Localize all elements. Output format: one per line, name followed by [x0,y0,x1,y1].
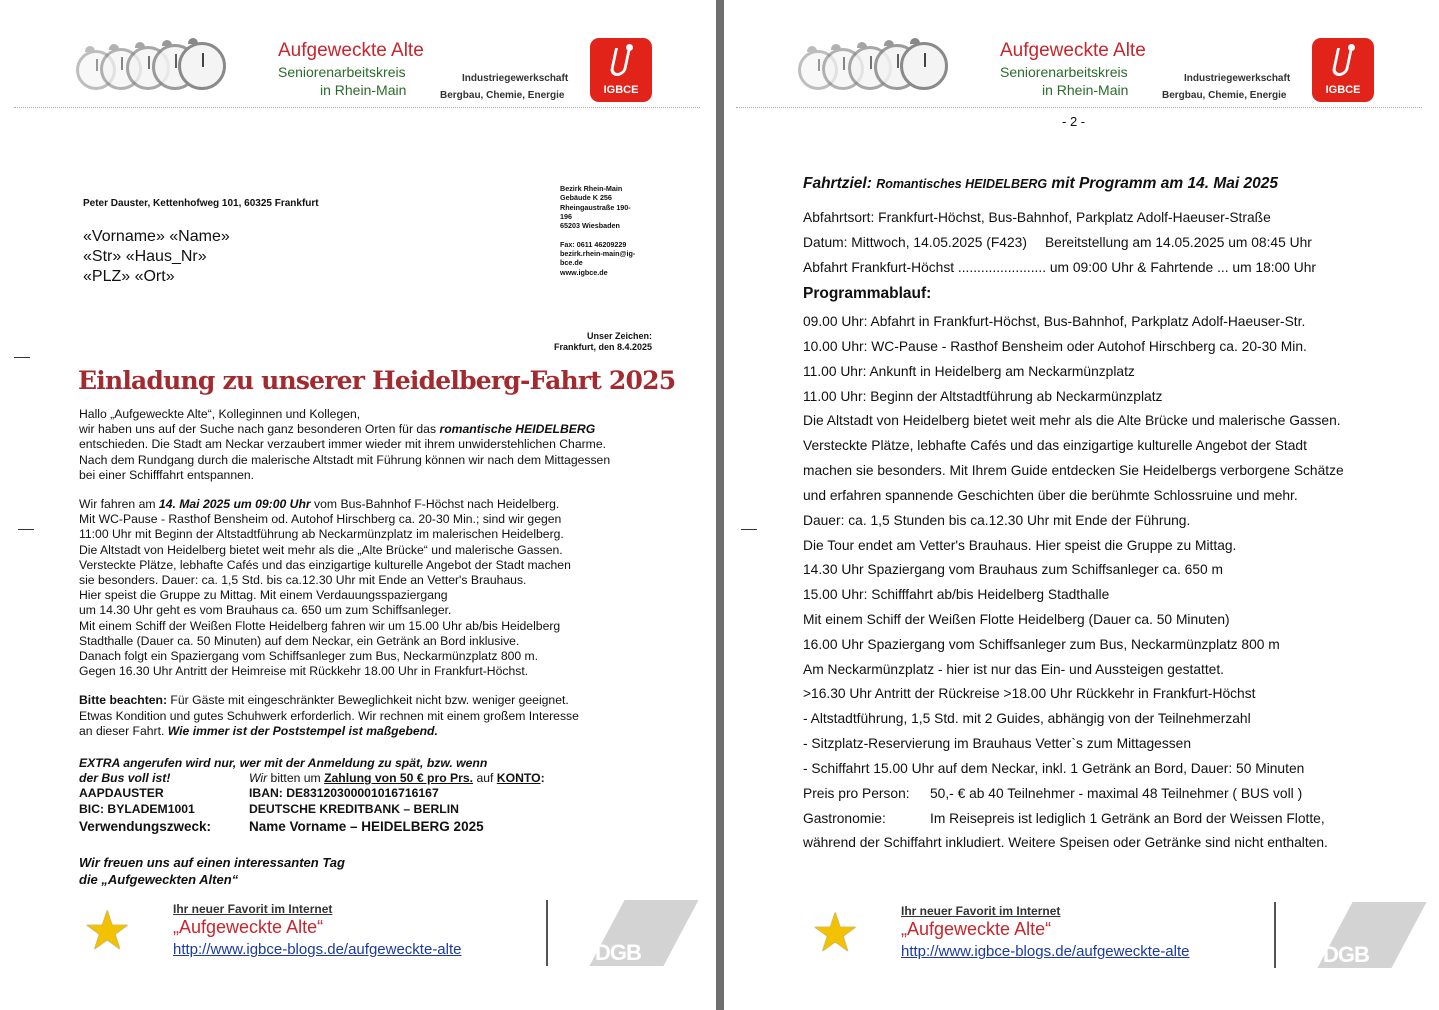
payment-block: EXTRA angerufen wird nur, wer mit der Anmeldung zu spät, bzw. wenn der Bus voll ist! Wir bitten um Zahlung von 50 € pro Prs. auf KONTO: AAPDAUSTER IBAN: DE83120300001016716167 BIC: BYLADEM1001 DEUTSCHE KREDITBANK – BERLIN Verwendungszweck: Name Vorname – HEIDELBERG 2025 [79,756,545,834]
footer-tagline: Ihr neuer Favorit im Internet [173,902,333,916]
union-name-line2: Bergbau, Chemie, Energie [1162,90,1287,101]
address-line: «PLZ» «Ort» [83,268,175,285]
divider [1274,902,1276,968]
document-page-1 [0,0,716,1010]
brand-subtitle: Seniorenarbeitskreis [278,64,406,80]
union-name-line1: Industriegewerkschaft [462,73,569,84]
intro-paragraph: Hallo „Aufgeweckte Alte“, Kolleginnen und Kollegen, wir haben uns auf der Suche nach ganz besonderen Orten für das romantische HEIDELBERG entschieden. Die Stadt am Neckar verzaubert immer wieder mit ihrem unwiderstehlichen Charme. Nach dem Rundgang durch die malerische Altstadt mit Führung können wir nach dem Mittagessen bei einer Schifffahrt entspannen. [79,407,611,482]
departure-place: Abfahrtsort: Frankfurt-Höchst, Bus-Bahnhof, Parkplatz Adolf-Haeuser-Straße [803,210,1271,225]
gastronomy-line: Gastronomie: Im Reisepreis ist lediglich 1 Getränk an Bord der Weissen Flotte, [803,811,1325,826]
program-line: Die Altstadt von Heidelberg bietet weit mehr als die Alte Brücke und malerische Gassen. [803,413,1341,428]
date-line: Datum: Mittwoch, 14.05.2025 (F423) Bereitstellung am 14.05.2025 um 08:45 Uhr [803,235,1312,250]
igbce-logo: IGBCE [590,38,652,102]
dgb-logo: DGB [579,900,683,966]
divider [546,900,548,966]
program-line: Am Neckarmünzplatz - hier ist nur das Ein- und Aussteigen gestattet. [803,662,1225,677]
footer-banner [807,900,1417,966]
brand-region: in Rhein-Main [320,82,407,98]
fold-mark [18,529,34,530]
sender-line: Peter Dauster, Kettenhofweg 101, 60325 Frankfurt [83,198,319,209]
program-line: 15.00 Uhr: Schifffahrt ab/bis Heidelberg Stadthalle [803,587,1110,602]
star-icon: ★ [83,901,132,961]
brand-subtitle: Seniorenarbeitskreis [1000,64,1128,80]
program-line: Die Tour endet am Vetter's Brauhaus. Hier speist die Gruppe zu Mittag. [803,538,1237,553]
price-line: Preis pro Person: 50,- € ab 40 Teilnehmer - maximal 48 Teilnehmer ( BUS voll ) [803,786,1303,801]
program-line: 16.00 Uhr Spaziergang vom Schiffsanleger zum Bus, Neckarmünzplatz 800 m [803,637,1280,652]
destination-heading: Fahrtziel: Romantisches HEIDELBERG mit Programm am 14. Mai 2025 [803,175,1278,192]
program-line: Dauer: ca. 1,5 Stunden bis ca.12.30 Uhr mit Ende der Führung. [803,513,1191,528]
program-line: Mit einem Schiff der Weißen Flotte Heidelberg (Dauer ca. 50 Minuten) [803,612,1230,627]
program-line: Versteckte Plätze, lebhafte Cafés und das einzigartige kulturelle Angebot der Stadt [803,438,1307,453]
union-name-line2: Bergbau, Chemie, Energie [440,90,565,101]
program-line: >16.30 Uhr Antritt der Rückreise >18.00 Uhr Rückkehr in Frankfurt-Höchst [803,686,1256,701]
program-line: 10.00 Uhr: WC-Pause - Rasthof Bensheim oder Autohof Hirschberg ca. 20-30 Min. [803,339,1307,354]
brand-region: in Rhein-Main [1042,82,1129,98]
letter-title: Einladung zu unserer Heidelberg-Fahrt 2025 [78,366,676,395]
page-number: - 2 - [1062,114,1086,129]
document-page-2 [724,0,1439,1010]
dgb-logo: DGB [1307,902,1411,968]
gastronomy-line-2: während der Schiffahrt inkludiert. Weitere Speisen oder Getränke sind nicht enthalten. [803,835,1328,850]
program-heading: Programmablauf: [803,285,932,302]
program-line: 11.00 Uhr: Ankunft in Heidelberg am Neckarmünzplatz [803,364,1135,379]
union-name-line1: Industriegewerkschaft [1184,73,1291,84]
fold-mark [741,529,757,530]
brand-title: Aufgeweckte Alte [1000,40,1146,61]
program-line: - Schiffahrt 15.00 Uhr auf dem Neckar, inkl. 1 Getränk an Bord, Dauer: 50 Minuten [803,761,1305,776]
program-line: 09.00 Uhr: Abfahrt in Frankfurt-Höchst, Bus-Bahnhof, Parkplatz Adolf-Haeuser-Str. [803,314,1306,329]
address-line: «Vorname» «Name» [83,228,230,245]
letterhead [14,20,700,108]
alarm-clocks-logo [798,38,948,108]
program-line: machen sie besonders. Mit Ihrem Guide entdecken Sie Heidelbergs verborgene Schätze [803,463,1344,478]
reference-date-block: Unser Zeichen: Frankfurt, den 8.4.2025 [553,331,652,352]
igbce-logo: IGBCE [1312,38,1374,102]
star-icon: ★ [811,903,860,963]
footer-tagline: Ihr neuer Favorit im Internet [901,904,1061,918]
footer-blog-name: „Aufgeweckte Alte“ [901,919,1052,939]
brand-title: Aufgeweckte Alte [278,40,424,61]
closing-greeting: Wir freuen uns auf einen interessanten Tag die „Aufgeweckten Alten“ [79,855,345,887]
program-line: und erfahren spannende Geschichten über die berühmte Schlossruine und mehr. [803,488,1298,503]
letter-body [79,407,679,753]
note-paragraph: Bitte beachten: Für Gäste mit eingeschränkter Beweglichkeit nicht bzw. weniger geeignet. Etwas Kondition und gutes Schuhwerk erforderlich. Wir rechnen mit einem großem Interesse an dieser Fahrt. Wie immer ist der Poststempel ist maßgebend. [79,693,579,738]
program-line: 14.30 Uhr Spaziergang vom Brauhaus zum Schiffsanleger ca. 650 m [803,562,1224,577]
departure-time: Abfahrt Frankfurt-Höchst ....................... um 09:00 Uhr & Fahrtende ... um 18:00 Uhr [803,260,1316,275]
footer-blog-name: „Aufgeweckte Alte“ [173,917,324,937]
footer-url-link[interactable]: http://www.igbce-blogs.de/aufgeweckte-alte [173,941,462,958]
address-line: «Str» «Haus_Nr» [83,248,207,265]
program-line: - Altstadtführung, 1,5 Std. mit 2 Guides, abhängig von der Teilnehmerzahl [803,711,1251,726]
bezirk-contact-block: Bezirk Rhein-Main Gebäude K 256 Rheingaustraße 190- 196 65203 Wiesbaden Fax: 0611 46209229 bezirk.rhein-main@ig- bce.de www.igbce.de [560,184,636,277]
footer-banner [79,898,689,964]
program-line: 11.00 Uhr: Beginn der Altstadtführung ab Neckarmünzplatz [803,389,1163,404]
program-line: - Sitzplatz-Reservierung im Brauhaus Vetter`s zum Mittagessen [803,736,1191,751]
fold-mark [14,357,30,358]
trip-paragraph: Wir fahren am 14. Mai 2025 um 09:00 Uhr vom Bus-Bahnhof F-Höchst nach Heidelberg. Mit WC-Pause - Rasthof Bensheim od. Autohof Hirschberg ca. 20-30 Min.; sind wir gegen 11:00 Uhr mit Beginn der Altstadtführung ab Neckarmünzplatz im malerischen Heidelberg. Die Altstadt von Heidelberg bietet weit mehr als die „Alte Brücke“ und malerische Gassen. Versteckte Plätze, lebhafte Cafés und das einzigartige kulturelle Angebot der Stadt machen sie besonders. Dauer: ca. 1,5 Std. bis ca.12.30 Uhr mit Ende an Vetter's Brauhaus. Hier speist die Gruppe zu Mittag. Mit einem Verdauungsspaziergang um 14.30 Uhr geht es vom Brauhaus ca. 650 um zum Schiffsanleger. Mit einem Schiff der Weißen Flotte Heidelberg fahren wir um 15.00 Uhr ab/bis Heidelberg Stadthalle (Dauer ca. 50 Minuten) auf dem Neckar, ein Getränk an Bord inklusive. Danach folgt ein Spaziergang vom Schiffsanleger zum Bus, Neckarmünzplatz 800 m. Gegen 16.30 Uhr Antritt der Heimreise mit Rückkehr 18.00 Uhr in Frankfurt-Höchst. [79,497,571,679]
footer-url-link[interactable]: http://www.igbce-blogs.de/aufgeweckte-alte [901,943,1190,960]
letterhead [736,20,1422,108]
alarm-clocks-logo [76,38,226,108]
